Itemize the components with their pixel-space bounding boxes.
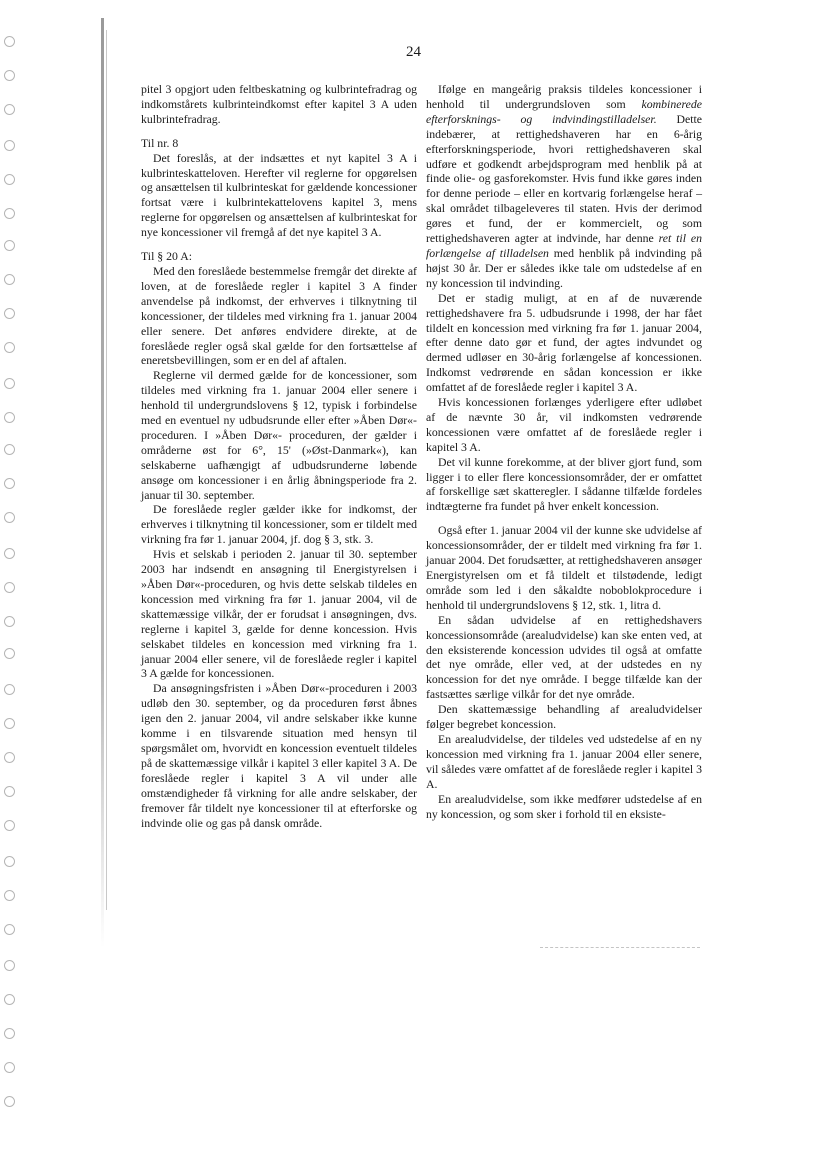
punch-hole [4,648,15,659]
punch-hole [4,548,15,559]
text-run: Den skattemæssige behandling af arealudvidelser følger begrebet koncession. [426,702,702,732]
punch-hole [4,960,15,971]
punch-hole [4,786,15,797]
paragraph: Hvis et selskab i perioden 2. januar til 30. september 2003 har indsendt en ansøgning til Energistyrelsen i »Åben Dør«-proceduren, og hvis dette selskab tildeles en koncession med virkning fra før 1. januar 2004, vil de skattemæssige vilkår, der er forudsat i ansøgningen, dvs. reglerne i kapitel 3, gælde for denne koncession. Hvis selskabet tildeles en koncession med virkning fra 1. januar 2004 eller senere, vil de foreslåede regler i kapitel 3 A gælde for koncessionen. [141,547,417,681]
paragraph [426,291,702,395]
paragraph: pitel 3 opgjort uden feltbeskatning og kulbrintefradrag og indkomstårets kulbrinteindkomst efter kapitel 3 A uden kulbrintefradrag. [141,82,417,126]
paragraph [426,702,702,732]
punch-hole [4,240,15,251]
punch-hole [4,104,15,115]
punch-hole [4,174,15,185]
paragraph: Da ansøgningsfristen i »Åben Dør«-proceduren i 2003 udløb den 30. september, og da proceduren først åbnes igen den 2. januar 2004, vil andre selskaber ikke kunne komme i en tilsvarende situation med hensyn til spørgsmålet om, hvorvidt en koncession eventuelt tildeles på de skattemæssige vilkår i kapitel 3 eller kapitel 3 A. De foreslåede regler i kapitel 3 A vil under alle omstændigheder få virkning for alle andre selskaber, der fremover får tildelt nye koncessioner til at efterforske og indvinde olie og gas på dansk område. [141,681,417,830]
punch-hole [4,752,15,763]
punch-hole [4,378,15,389]
scan-artifact-rule [540,947,700,948]
left-column [141,82,417,830]
punch-hole [4,444,15,455]
paragraph: Det foreslås, at der indsættes et nyt kapitel 3 A i kulbrinteskatteloven. Herefter vil reglerne for opgørelsen og ansættelsen til kulbrinteskat for gældende koncessioner fortsat være i kulbrintekattelovens kapitel 3, mens reglerne for opgørelsen og ansættelsen af kulbrinteskat for nye koncessioner vil fremgå af det nye kapitel 3 A. [141,150,417,240]
text-run: En sådan udvidelse af en rettighedshavers koncessionsområde (arealudvidelse) kan ske enten ved, at den eksisterende koncession udvides til også at omfatte det nye område, eller ved, at der udstedes en ny koncession for det nye område. I begge tilfælde kan der fastsættes særlige vilkår for det nye område. [426,612,702,702]
page-number: 24 [406,44,421,60]
punch-hole [4,582,15,593]
text-run: Det er stadig muligt, at en af de nuværende rettighedshavere fra 5. udbudsrunde i 1998, der har fået tildelt en koncession med virkning fra før 1. januar 2004, efter denne dato gør et fund, der agtes indvundet og dermed udløser en 30-årig forlængelse af koncessionen. Indkomst vedrørende en sådan koncession er ikke omfattet af de foreslåede regler i kapitel 3 A. [426,290,702,395]
punch-hole [4,342,15,353]
punch-hole [4,1096,15,1107]
punch-hole [4,924,15,935]
text-run: Det vil kunne forekomme, at der bliver gjort fund, som ligger i to eller flere koncessionsområder, der er omfattet af forskellige sæt skatteregler. I sådanne tilfælde fordeles indtægterne fra fundet på hver enkelt koncession. [426,454,702,514]
punch-hole [4,274,15,285]
text-run: med henblik på indvinding på højst 30 år. Der er således ikke tale om udstedelse af en ny koncession til indvinding. [426,245,702,290]
punch-hole [4,718,15,729]
punch-hole [4,994,15,1005]
paragraph: Med den foreslåede bestemmelse fremgår det direkte af loven, at de foreslåede regler i kapitel 3 A finder anvendelse på indkomst, der erhverves i tilknytning til koncessioner, der tildeles med virkning fra 1. januar 2004 eller senere. Det anføres endvidere direkte, at de foreslåede regler også skal gælde for den fortsættelse af eneretsbevillingen, som er en del af aftalen. [141,263,417,368]
paragraph [426,792,702,822]
punch-hole [4,1062,15,1073]
punch-hole [4,616,15,627]
paragraph [426,82,702,291]
section-heading: Til § 20 A: [141,249,193,264]
binding-edge-line [106,30,107,910]
punch-hole [4,1028,15,1039]
paragraph [426,613,702,702]
punch-hole [4,684,15,695]
text-run: Hvis koncessionen forlænges yderligere efter udløbet af de nævnte 30 år, vil indkomsten vedrørende koncessionen være omfattet af de foreslåede regler i kapitel 3 A. [426,395,702,454]
section-heading: Til nr. 8 [141,135,179,150]
binding-edge-shadow [101,18,104,948]
punch-hole [4,208,15,219]
paragraph [426,455,702,515]
text-run: Også efter 1. januar 2004 vil der kunne ske udvidelse af koncessionsområder, der er tildelt med virkning fra før 1. januar 2004. Det forudsætter, at rettighedshaveren ansøger Energistyrelsen om et få tildelt et tilstødende, ledigt område som led i den såkaldte noboblokprocedure i henhold til undergrundslovens § 12, stk. 1, litra d. [426,523,703,612]
paragraph: Reglerne vil dermed gælde for de koncessioner, som tildeles med virkning fra 1. januar 2004 eller senere i henhold til undergrundslovens § 12, typisk i forbindelse med en eventuel ny udbudsrunde eller efter »Åben Dør«-proceduren. I »Åben Dør«- proceduren, der gælder i områderne øst for 6°, 15' (»Øst-Danmark«), kan selskaberne uafhængigt af udbudsrunderne løbende ansøge om koncessioner i en årlig åbningsperiode fra 2. januar til 30. september. [141,368,417,502]
punch-hole [4,820,15,831]
paragraph: De foreslåede regler gælder ikke for indkomst, der erhverves i tilknytning til koncessioner, som er tildelt med virkning fra før 1. januar 2004, jf. dog § 3, stk. 3. [141,502,417,547]
punch-hole [4,512,15,523]
text-run: En arealudvidelse, som ikke medfører udstedelse af en ny koncession, og som sker i forhold til en eksiste- [426,791,702,821]
punch-hole [4,478,15,489]
punch-hole [4,856,15,867]
text-run: Dette indebærer, at rettighedshaveren har en 6-årig efterforskningsperiode, hvori rettighedshaveren skal udføre et godkendt arbejdsprogram med henblik på at finde olie- og gasforekomster. Hvis fund ikke gøres inden for denne periode – eller en kortvarig forlængelse heraf – skal området tilbageleveres til staten. Hvis der derimod gøres et fund, der er kommercielt, og som rettighedshaveren agter at indvinde, har denne [426,111,702,246]
paragraph [426,732,702,792]
paragraph [426,395,702,455]
italic-term: ret til en forlængelse af tilladelsen [426,231,702,260]
text-run: En arealudvidelse, der tildeles ved udstedelse af en ny koncession med virkning fra 1. januar 2004 eller senere, vil således være omfattet af de foreslåede regler i kapitel 3 A. [426,731,702,791]
right-column [426,82,702,821]
paragraph [426,523,702,612]
punch-hole [4,890,15,901]
text-run: Ifølge en mangeårig praksis tildeles koncessioner i henhold til undergrundsloven som [426,82,702,111]
punch-hole [4,308,15,319]
italic-term: kombinerede efterforsknings- og indvindingstilladelser. [426,96,702,126]
punch-hole [4,140,15,151]
punch-hole [4,412,15,423]
punch-hole [4,70,15,81]
